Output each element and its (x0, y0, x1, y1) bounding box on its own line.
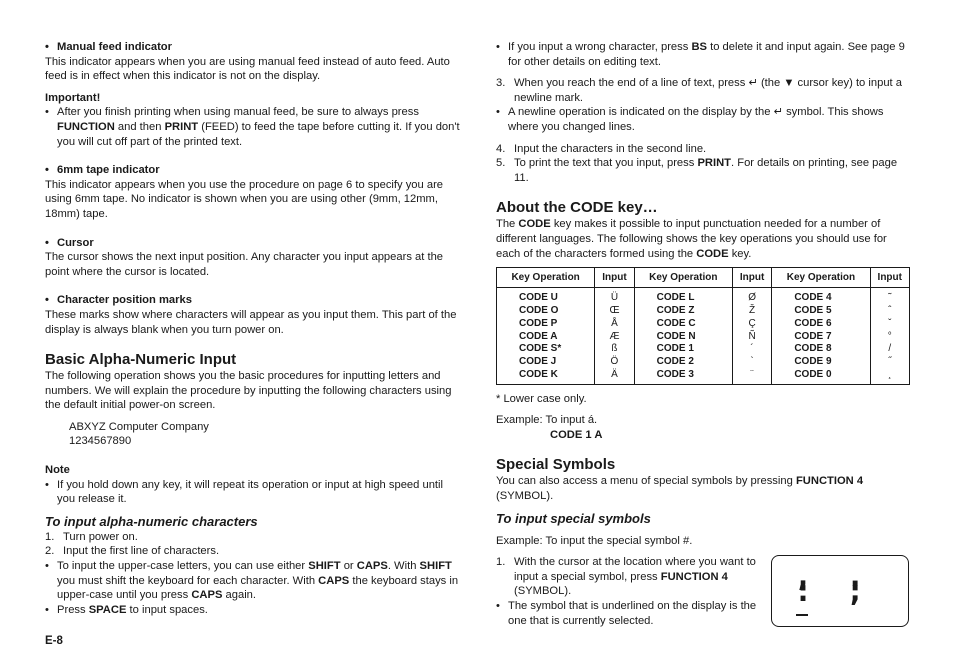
table-cell-line: ß (611, 343, 618, 355)
table-cell-line: CODE C (656, 317, 696, 329)
table-cell-line: CODE 3 (656, 368, 694, 380)
special-bullet: • The symbol that is underlined on the display is the one that is currently selected. (496, 599, 764, 628)
special-symbols-text: You can also access a menu of special symbols by pressing FUNCTION 4 (SYMBOL). (496, 475, 864, 503)
table-cell-line: / (888, 343, 892, 355)
table-cell-line: CODE N (656, 330, 696, 342)
manual-feed-title: • Manual feed indicator (45, 40, 461, 55)
newline-symbol-icon: ↵ (773, 106, 783, 119)
table-cell-line: CODE 7 (794, 330, 832, 342)
table-cell-line: ´ (750, 343, 754, 355)
important-text: • After you finish printing when using manual feed, be sure to always press FUNCTION and then PRINT (FEED) to feed the tape before cutting it. If you don't you will cut off part of the printed text. (45, 105, 461, 149)
charpos-text: These marks show where characters will appear as you input them. This part of the display is always blank when you turn power on. (45, 308, 457, 336)
table-cell-line: ˜ (888, 292, 892, 304)
example-key: CODE 1 A (550, 428, 603, 441)
table-cell-line: CODE J (519, 356, 557, 368)
code-key-text: The CODE key makes it possible to input punctuation needed for a number of different languages. The following shows the key operations you should use for each of the characters formed using the CODE key. (496, 218, 887, 260)
footnote: * Lower case only. (496, 392, 587, 405)
special-symbols-subheading: To input special symbols (496, 510, 651, 526)
table-cell-line: CODE 5 (794, 304, 832, 316)
newline-bullet: • A newline operation is indicated on the display by the ↵ symbol. This shows where you changed lines. (496, 105, 912, 134)
left-column (45, 40, 461, 617)
table-cell-line: CODE 2 (656, 356, 694, 368)
table-cell-line: Ø (748, 292, 756, 304)
space-bullet: • Press SPACE to input spaces. (45, 603, 461, 618)
cursor-text: The cursor shows the next input position. Any character you input appears at the point where the cursor is located. (45, 251, 444, 278)
table-cell-line: CODE 0 (794, 368, 832, 380)
manual-feed-text: This indicator appears when you are using manual feed instead of auto feed. Auto feed is in effect when this indicator is not on the display. (45, 55, 450, 83)
return-key-icon: ↵ (748, 77, 758, 90)
table-cell-line: CODE 1 (656, 343, 694, 355)
step-2: 2. Input the first line of characters. (45, 545, 220, 558)
table-cell-line: CODE P (519, 317, 558, 329)
step-5: 5. To print the text that you input, press PRINT. For details on printing, see page 11. (496, 157, 898, 184)
special-example: Example: To input the special symbol #. (496, 534, 693, 547)
alpha-numeric-subheading: To input alpha-numeric characters (45, 513, 258, 529)
wrong-char-bullet: • If you input a wrong character, press BS to delete it and input again. See page 9 for other details on editing text. (496, 40, 912, 69)
example-line-2: 1234567890 (69, 435, 132, 448)
table-cell-line: CODE 8 (794, 343, 832, 355)
table-header: Key Operation (634, 268, 732, 288)
table-cell-line: CODE Z (656, 304, 695, 316)
table-cell-line: CODE U (519, 292, 558, 304)
table-cell-line: Ü (610, 292, 619, 304)
special-steps (496, 555, 764, 628)
step-3: 3. When you reach the end of a line of text, press ↵ (the ▼ cursor key) to input a newline mark. (496, 77, 902, 104)
code-key-heading: About the CODE key… (496, 199, 658, 217)
special-symbols-heading: Special Symbols (496, 456, 616, 474)
table-cell-line: Å (611, 317, 618, 329)
table-cell-line: CODE S* (519, 343, 562, 355)
table-header: Input (595, 268, 634, 288)
special-step-1: 1. With the cursor at the location where you want to input a special symbol, press FUNCTION 4 (SYMBOL). (496, 556, 756, 598)
table-cell-line: Æ (609, 330, 620, 342)
table-cell-line: Ä (611, 368, 618, 380)
cursor-underline (796, 614, 808, 616)
step-1: 1. Turn power on. (45, 530, 138, 543)
table-cell-line: CODE 4 (794, 292, 832, 304)
table-cell-line: ˆ (888, 304, 892, 316)
code-key-table (496, 267, 910, 385)
table-cell-line: ˝ (888, 356, 892, 368)
table-cell-line: CODE A (519, 330, 558, 342)
table-cell-line: CODE L (656, 292, 695, 304)
table-header: Input (870, 268, 909, 288)
lcd-display-illustration (771, 555, 909, 627)
tape-indicator-text: This indicator appears when you use the procedure on page 6 to specify you are using 6mm tape. No indicator is shown when you are using other (9mm, 12mm, 18mm) tape. (45, 178, 444, 220)
table-header: Key Operation (772, 268, 870, 288)
table-cell-line: ¸ (888, 368, 892, 380)
key-op-cell-2 (634, 288, 732, 385)
table-header-row (497, 268, 910, 288)
note-text: • If you hold down any key, it will repeat its operation or input at high speed until you release it. (45, 478, 461, 507)
table-cell-line: Ž (749, 304, 756, 316)
table-cell-line: ° (887, 330, 892, 342)
charpos-title: • Character position marks (45, 293, 461, 308)
table-cell-line: CODE O (519, 304, 559, 316)
table-cell-line: CODE K (519, 368, 558, 380)
table-cell-line: CODE 6 (794, 317, 832, 329)
table-cell-line: ` (750, 356, 754, 368)
page-number: E-8 (45, 635, 63, 647)
table-cell-line: Œ (609, 304, 620, 316)
input-cell-3 (870, 288, 909, 385)
key-op-cell-3 (772, 288, 870, 385)
input-cell-2 (732, 288, 771, 385)
down-arrow-icon: ▼ (783, 77, 795, 90)
basic-input-text: The following operation shows you the basic procedures for inputting letters and numbers. We will explain the procedure by inputting the following characters using the default initial power-on screen. (45, 370, 452, 412)
cursor-title: • Cursor (45, 236, 461, 251)
table-cell-line: ˇ (888, 317, 892, 329)
right-column (496, 40, 912, 628)
basic-input-heading: Basic Alpha-Numeric Input (45, 351, 237, 369)
input-cell-1 (595, 288, 634, 385)
example-label: Example: To input á. (496, 414, 598, 427)
table-cell-line: ¨ (750, 368, 754, 380)
step-4: 4. Input the characters in the second line. (496, 142, 707, 155)
table-header: Key Operation (497, 268, 595, 288)
table-cell-line: Ñ (748, 330, 756, 342)
tape-indicator-title: • 6mm tape indicator (45, 163, 461, 178)
uppercase-bullet: • To input the upper-case letters, you can use either SHIFT or CAPS. With SHIFT you must shift the keyboard for each character. With CAPS the keyboard stays in upper-case until you press CAPS again. (45, 559, 461, 603)
table-header: Input (732, 268, 771, 288)
table-cell-line: Ç (748, 317, 756, 329)
table-row (497, 288, 910, 385)
note-label: Note (45, 464, 70, 477)
key-op-cell-1 (497, 288, 595, 385)
important-label: Important! (45, 91, 101, 104)
table-cell-line: Ö (610, 356, 619, 368)
example-line-1: ABXYZ Computer Company (69, 420, 209, 433)
display-symbols: , . : ; (794, 559, 873, 609)
table-cell-line: CODE 9 (794, 356, 832, 368)
